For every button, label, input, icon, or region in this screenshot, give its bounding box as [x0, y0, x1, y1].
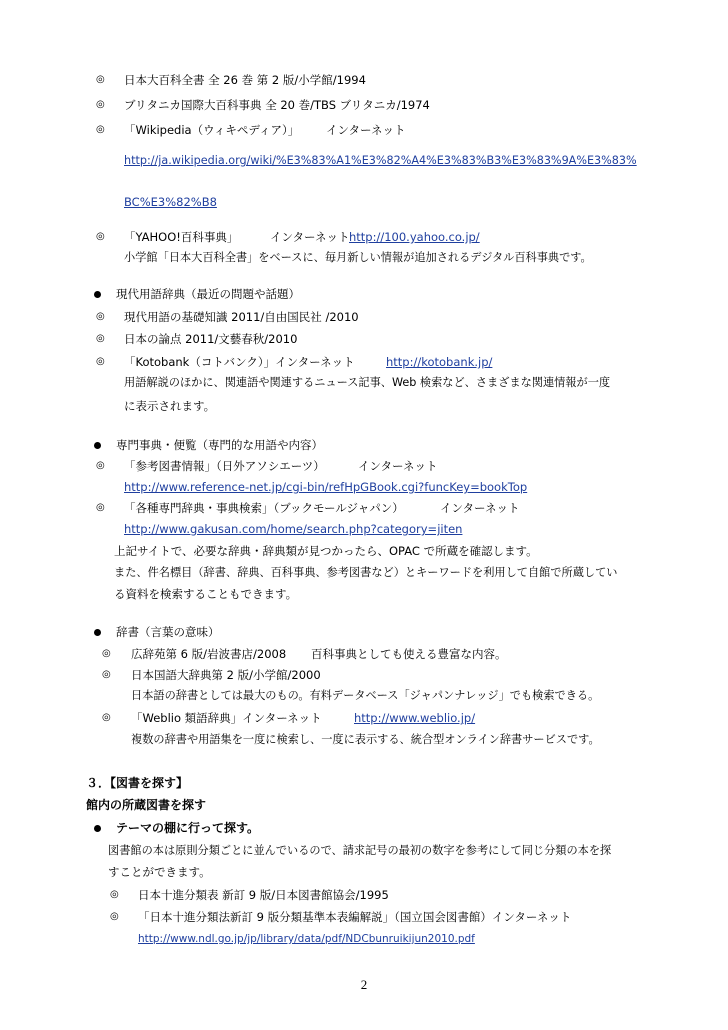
bullet-icon	[94, 629, 101, 636]
gakusan-link[interactable]: http://www.gakusan.com/home/search.php?category=jiten	[124, 522, 463, 536]
bullet-icon	[94, 291, 101, 298]
description: 複数の辞書や用語集を一度に検索し、一度に表示する、統合型オンライン辞書サービスです。	[131, 733, 600, 746]
sub-bullet-icon: ◎	[96, 460, 105, 471]
sub-bullet-icon: ◎	[96, 124, 105, 135]
sub-bullet-icon: ◎	[102, 712, 111, 723]
sub-bullet-icon: ◎	[96, 333, 105, 344]
subsection-title: 館内の所蔵図書を探す	[86, 798, 207, 812]
paragraph: 上記サイトで、必要な辞典・辞典類が見つかったら、OPAC で所蔵を確認します。	[114, 544, 538, 558]
section-heading: 辞書（言葉の意味）	[116, 625, 220, 639]
sub-bullet-icon: ◎	[96, 99, 105, 110]
list-item: 「各種専門辞典・事典検索」（ブックモールジャパン）	[124, 501, 404, 515]
description: 用語解説のほかに、関連語や関連するニュース記事、Web 検索など、さまざまな関連情報が一度	[124, 376, 611, 389]
reference-net-link[interactable]: http://www.reference-net.jp/cgi-bin/refHpGBook.cgi?funcKey=bookTop	[124, 480, 528, 494]
wikipedia-link[interactable]: http://ja.wikipedia.org/wiki/%E3%83%A1%E3%82%A4%E3%83%B3%E3%83%9A%E3%83%	[124, 154, 637, 167]
sub-bullet-icon: ◎	[102, 669, 111, 680]
section-heading: テーマの棚に行って探す。	[116, 821, 260, 835]
sub-bullet-icon: ◎	[96, 74, 105, 85]
sub-bullet-icon: ◎	[96, 231, 105, 242]
paragraph: 図書館の本は原則分類ごとに並んでいるので、請求記号の最初の数字を参考にして同じ分類の本を探	[108, 844, 612, 857]
list-item: 「Wikipedia（ウィキペディア）」	[124, 123, 300, 137]
paragraph: すことができます。	[108, 865, 211, 879]
paragraph: また、件名標目（辞書、辞典、百科事典、参考図書など）とキーワードを利用して自館で所蔵してい	[114, 566, 618, 579]
sub-bullet-icon: ◎	[102, 648, 111, 659]
sub-bullet-icon: ◎	[96, 502, 105, 513]
list-item: 広辞苑第 6 版/岩波書店/2008	[131, 647, 287, 661]
sub-bullet-icon: ◎	[110, 911, 119, 922]
list-item: ブリタニカ国際大百科事典 全 20 巻/TBS ブリタニカ/1974	[124, 98, 430, 112]
list-item-note: 百科事典としても使える豊富な内容。	[311, 647, 507, 661]
list-item-note: インターネット	[440, 501, 520, 515]
list-item: 現代用語の基礎知識 2011/自由国民社 /2010	[124, 310, 359, 324]
list-item: 日本国語大辞典第 2 版/小学館/2000	[131, 668, 321, 682]
list-item-note: インターネット	[326, 123, 406, 137]
list-item: 「日本十進分類法新訂 9 版分類基準本表編解説」（国立国会図書館）インターネット	[138, 910, 572, 924]
list-item: 「YAHOO!百科事典」	[124, 230, 239, 244]
weblio-link[interactable]: http://www.weblio.jp/	[354, 711, 476, 725]
description: に表示されます。	[124, 399, 216, 413]
bullet-icon	[94, 442, 101, 449]
kotobank-link[interactable]: http://kotobank.jp/	[386, 355, 493, 369]
list-item: 日本の論点 2011/文藝春秋/2010	[124, 332, 298, 346]
list-item: 日本大百科全書 全 26 巻 第 2 版/小学館/1994	[124, 73, 366, 87]
list-item-note: インターネット	[358, 459, 438, 473]
sub-bullet-icon: ◎	[96, 356, 105, 367]
wikipedia-link-cont[interactable]: BC%E3%82%B8	[124, 195, 217, 209]
section-title: ３．【図書を探す】	[86, 776, 189, 790]
list-item: 日本十進分類表 新訂 9 版/日本図書館協会/1995	[138, 888, 389, 902]
list-item: 「Kotobank（コトバンク）」インターネット	[124, 355, 355, 369]
list-item: 「参考図書情報」（日外アソシエーツ）	[124, 459, 325, 473]
sub-bullet-icon: ◎	[110, 889, 119, 900]
sub-bullet-icon: ◎	[96, 311, 105, 322]
paragraph: る資料を検索することもできます。	[114, 587, 298, 601]
description: 日本語の辞書としては最大のもの。有料データベース「ジャパンナレッジ」でも検索できる。	[131, 689, 600, 702]
yahoo-link[interactable]: http://100.yahoo.co.jp/	[349, 230, 480, 244]
list-item: 「Weblio 類語辞典」インターネット	[131, 711, 322, 725]
list-item-note: インターネット	[270, 230, 350, 244]
page-number: 2	[360, 977, 368, 992]
bullet-icon	[94, 825, 101, 832]
section-heading: 専門事典・便覧（専門的な用語や内容）	[116, 438, 323, 452]
description: 小学館「日本大百科全書」をベースに、毎月新しい情報が追加されるデジタル百科事典です。	[124, 251, 592, 264]
section-heading: 現代用語辞典（最近の問題や話題）	[116, 287, 300, 301]
ndl-link[interactable]: http://www.ndl.go.jp/jp/library/data/pdf/NDCbunruikijun2010.pdf	[138, 933, 475, 945]
